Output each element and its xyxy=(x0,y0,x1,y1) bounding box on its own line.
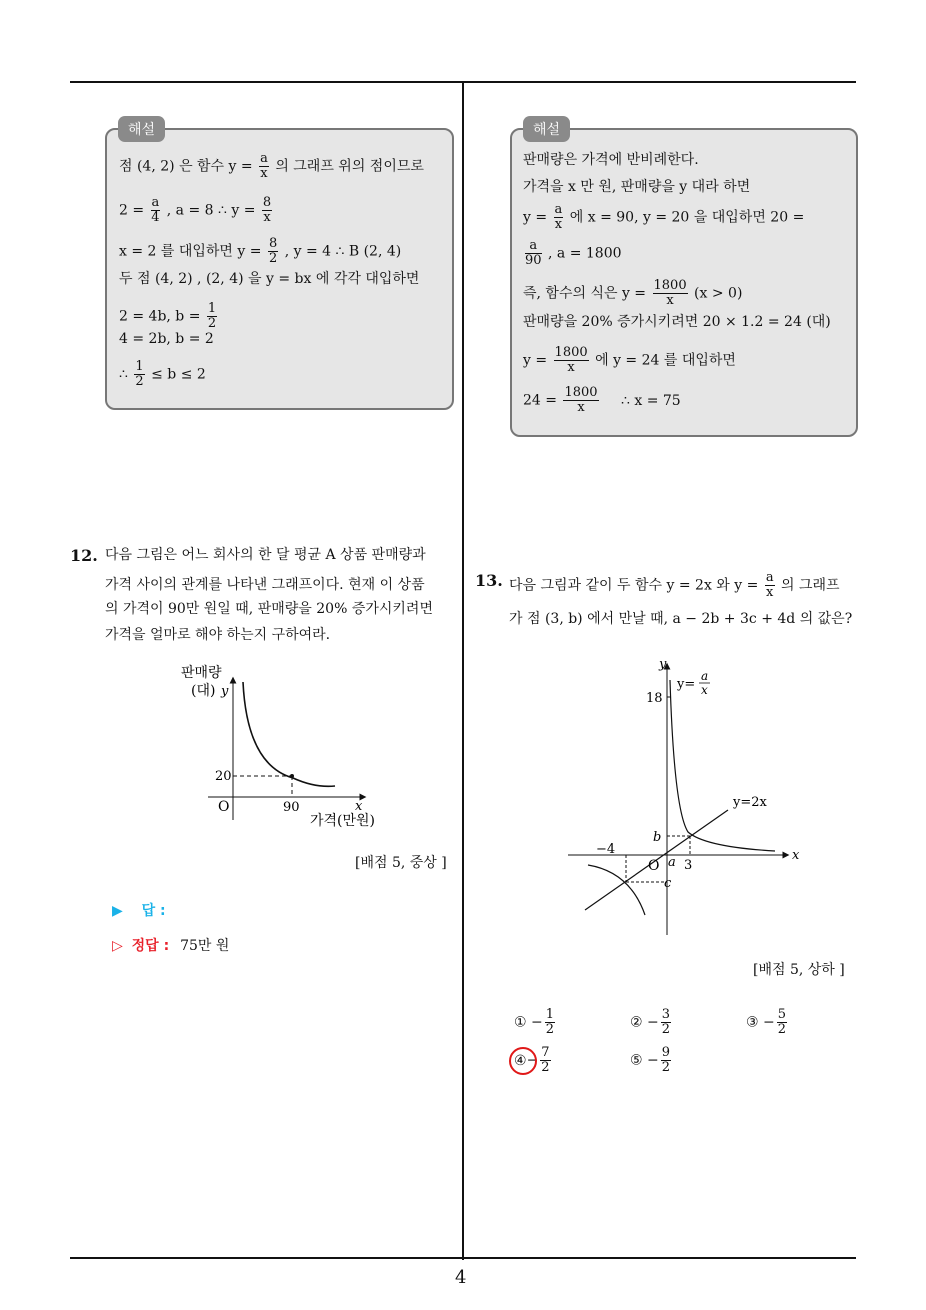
fraction xyxy=(554,203,564,232)
fraction xyxy=(525,239,542,268)
denominator: x xyxy=(577,400,585,415)
denominator: 90 xyxy=(525,253,542,268)
x-axis-letter: x xyxy=(792,848,800,863)
denominator: x xyxy=(666,293,674,308)
fraction xyxy=(661,1046,671,1075)
denominator: 4 xyxy=(151,210,160,225)
answer-row xyxy=(112,900,166,920)
option-5[interactable] xyxy=(630,1046,673,1075)
point xyxy=(290,774,294,778)
denominator: x xyxy=(554,217,563,232)
text: (x > 0) xyxy=(694,285,743,302)
q12-score: [배점 5, 중상 ] xyxy=(355,855,447,871)
text: 2 = 4b, b = xyxy=(119,308,201,325)
tick-90: 90 xyxy=(283,800,300,815)
correct-arrow-icon: ▷ xyxy=(112,938,123,954)
option-mark: ① xyxy=(514,1014,527,1031)
text: , a = 8 ∴ y = xyxy=(166,202,256,219)
denominator: x xyxy=(766,585,774,600)
right-sol-line-3 xyxy=(523,203,804,232)
option-2[interactable] xyxy=(630,1008,673,1037)
y-label-1: 판매량 xyxy=(181,665,222,681)
line-label: y=2x xyxy=(733,795,767,810)
denominator: 2 xyxy=(541,1060,550,1075)
origin-label: O xyxy=(648,858,660,874)
q12-line-1: 다음 그림은 어느 회사의 한 달 평균 A 상품 판매량과 xyxy=(105,547,426,563)
tick-neg4: −4 xyxy=(596,842,616,857)
left-sol-line-7 xyxy=(119,360,206,389)
left-sol-line-4: 두 점 (4, 2) , (2, 4) 을 y = bx 에 각각 대입하면 xyxy=(119,271,420,287)
q12-number: 12. xyxy=(70,546,98,565)
left-sol-line-3 xyxy=(119,237,401,266)
hyperbola-positive-branch xyxy=(670,680,775,851)
denominator: 2 xyxy=(545,1022,555,1037)
right-sol-line-7 xyxy=(523,346,736,375)
denominator: x xyxy=(263,210,271,225)
numerator: 1 xyxy=(545,1007,555,1022)
column-divider xyxy=(462,82,464,1260)
fraction xyxy=(765,571,775,600)
x-caption: 가격(만원) xyxy=(310,813,376,829)
denominator: 2 xyxy=(777,1022,787,1037)
text: 의 그래프 위의 점이므로 xyxy=(275,158,424,175)
numerator: a xyxy=(260,151,268,166)
option-1[interactable] xyxy=(514,1008,557,1037)
option-sign: − xyxy=(763,1014,775,1031)
curve-label-den: x xyxy=(701,683,708,697)
right-sol-line-2: 가격을 x 만 원, 판매량을 y 대라 하면 xyxy=(523,179,751,195)
text: ∴ x = 75 xyxy=(621,392,681,409)
fraction xyxy=(653,279,688,308)
q12-line-2: 가격 사이의 관계를 나타낸 그래프이다. 현재 이 상품 xyxy=(105,577,425,593)
left-sol-line-1 xyxy=(119,152,424,181)
fraction xyxy=(540,1046,550,1075)
right-sol-line-1: 판매량은 가격에 반비례한다. xyxy=(523,152,699,168)
therefore-symbol: ∴ xyxy=(119,366,128,383)
y-axis-letter: y xyxy=(659,657,667,672)
fraction xyxy=(207,302,217,331)
left-solution-tag: 해설 xyxy=(118,116,165,142)
fraction xyxy=(259,152,269,181)
origin-label: O xyxy=(218,799,230,815)
fraction xyxy=(262,196,272,225)
right-sol-line-8 xyxy=(523,386,681,415)
q12-graph xyxy=(175,660,405,835)
left-sol-line-2 xyxy=(119,196,274,225)
answer-label: 답 : xyxy=(141,903,166,919)
fraction xyxy=(151,196,161,225)
fraction xyxy=(554,346,589,375)
text: x = 2 를 대입하면 y = xyxy=(119,243,262,260)
numerator: 8 xyxy=(262,195,272,210)
correct-label: 정답 : xyxy=(131,938,170,954)
text: 24 = xyxy=(523,392,557,409)
y-axis-letter: y xyxy=(221,684,229,699)
right-sol-line-4 xyxy=(523,239,622,268)
numerator: 1800 xyxy=(653,278,687,293)
denominator: x xyxy=(260,166,268,181)
fraction xyxy=(661,1008,671,1037)
fraction xyxy=(268,237,278,266)
curve-label-prefix: y= xyxy=(677,677,696,692)
text: y = xyxy=(523,209,548,226)
option-sign: − xyxy=(526,1052,539,1069)
selection-circle-icon xyxy=(509,1047,537,1075)
q13-score: [배점 5, 상하 ] xyxy=(753,962,845,978)
option-4[interactable] xyxy=(514,1046,553,1075)
text: 다음 그림과 같이 두 함수 y = 2x 와 y = xyxy=(509,577,759,594)
right-solution-tag: 해설 xyxy=(523,116,570,142)
right-sol-line-5 xyxy=(523,279,742,308)
tick-3: 3 xyxy=(684,858,693,873)
correct-value: 75만 원 xyxy=(180,938,230,954)
curve-label-num: a xyxy=(701,669,709,683)
answer-arrow-icon: ▶ xyxy=(112,903,123,919)
numerator: a xyxy=(151,195,160,210)
fraction xyxy=(545,1008,555,1037)
q13-line-1 xyxy=(509,571,840,600)
bottom-rule xyxy=(70,1257,856,1259)
left-sol-line-6: 4 = 2b, b = 2 xyxy=(119,331,214,347)
numerator: 1800 xyxy=(554,345,588,360)
numerator: 9 xyxy=(661,1045,671,1060)
denominator: 2 xyxy=(207,316,217,331)
q13-line-2: 가 점 (3, b) 에서 만날 때, a − 2b + 3c + 4d 의 값은? xyxy=(509,611,853,627)
q12-line-3: 의 가격이 90만 원일 때, 판매량을 20% 증가시키려면 xyxy=(105,601,433,617)
option-mark: ③ xyxy=(746,1014,759,1031)
q12-line-4: 가격을 얼마로 해야 하는지 구하여라. xyxy=(105,627,331,643)
denominator: 2 xyxy=(135,374,144,389)
denominator: 2 xyxy=(661,1060,671,1075)
inverse-curve xyxy=(243,682,335,786)
text: y = xyxy=(523,352,548,369)
text: ≤ b ≤ 2 xyxy=(151,366,206,383)
right-sol-line-6: 판매량을 20% 증가시키려면 20 × 1.2 = 24 (대) xyxy=(523,314,831,330)
numerator: a xyxy=(765,570,774,585)
option-mark: ⑤ xyxy=(630,1052,643,1069)
text: 점 (4, 2) 은 함수 y = xyxy=(119,158,253,175)
q13-number: 13. xyxy=(475,571,503,590)
numerator: 3 xyxy=(661,1007,671,1022)
numerator: 1 xyxy=(135,359,144,374)
x-axis-letter: x xyxy=(355,799,363,814)
option-3[interactable] xyxy=(746,1008,789,1037)
hyperbola-negative-branch xyxy=(588,865,645,915)
denominator: x xyxy=(567,360,575,375)
text: 에 y = 24 를 대입하면 xyxy=(595,352,736,369)
text: , y = 4 ∴ B (2, 4) xyxy=(284,243,402,260)
fraction xyxy=(134,360,144,389)
option-mark: ④ xyxy=(514,1052,527,1069)
tick-20: 20 xyxy=(215,769,232,784)
option-mark-wrapper xyxy=(514,1053,527,1069)
denominator: 2 xyxy=(268,251,278,266)
text: , a = 1800 xyxy=(548,245,622,262)
tick-18: 18 xyxy=(646,691,663,706)
option-sign: − xyxy=(531,1014,543,1031)
tick-c: c xyxy=(664,876,672,891)
text: 의 그래프 xyxy=(781,577,840,594)
fraction xyxy=(563,386,598,415)
numerator: 8 xyxy=(268,236,278,251)
numerator: 1800 xyxy=(564,385,598,400)
text: 에 x = 90, y = 20 을 대입하면 20 = xyxy=(569,209,805,226)
tick-a: a xyxy=(668,855,676,870)
fraction xyxy=(777,1008,787,1037)
numerator: a xyxy=(554,202,563,217)
option-mark: ② xyxy=(630,1014,643,1031)
y-label-2: (대) xyxy=(191,683,216,699)
denominator: 2 xyxy=(661,1022,671,1037)
numerator: 5 xyxy=(777,1007,787,1022)
text: 즉, 함수의 식은 y = xyxy=(523,285,647,302)
numerator: 7 xyxy=(541,1045,550,1060)
left-sol-line-5 xyxy=(119,302,219,331)
q13-graph xyxy=(560,650,810,945)
option-sign: − xyxy=(647,1014,659,1031)
tick-b: b xyxy=(653,830,662,845)
option-sign: − xyxy=(647,1052,659,1069)
numerator: 1 xyxy=(207,301,217,316)
correct-answer-row xyxy=(112,935,229,955)
page-number: 4 xyxy=(455,1267,467,1288)
numerator: a xyxy=(525,239,542,254)
text: 2 = xyxy=(119,202,145,219)
